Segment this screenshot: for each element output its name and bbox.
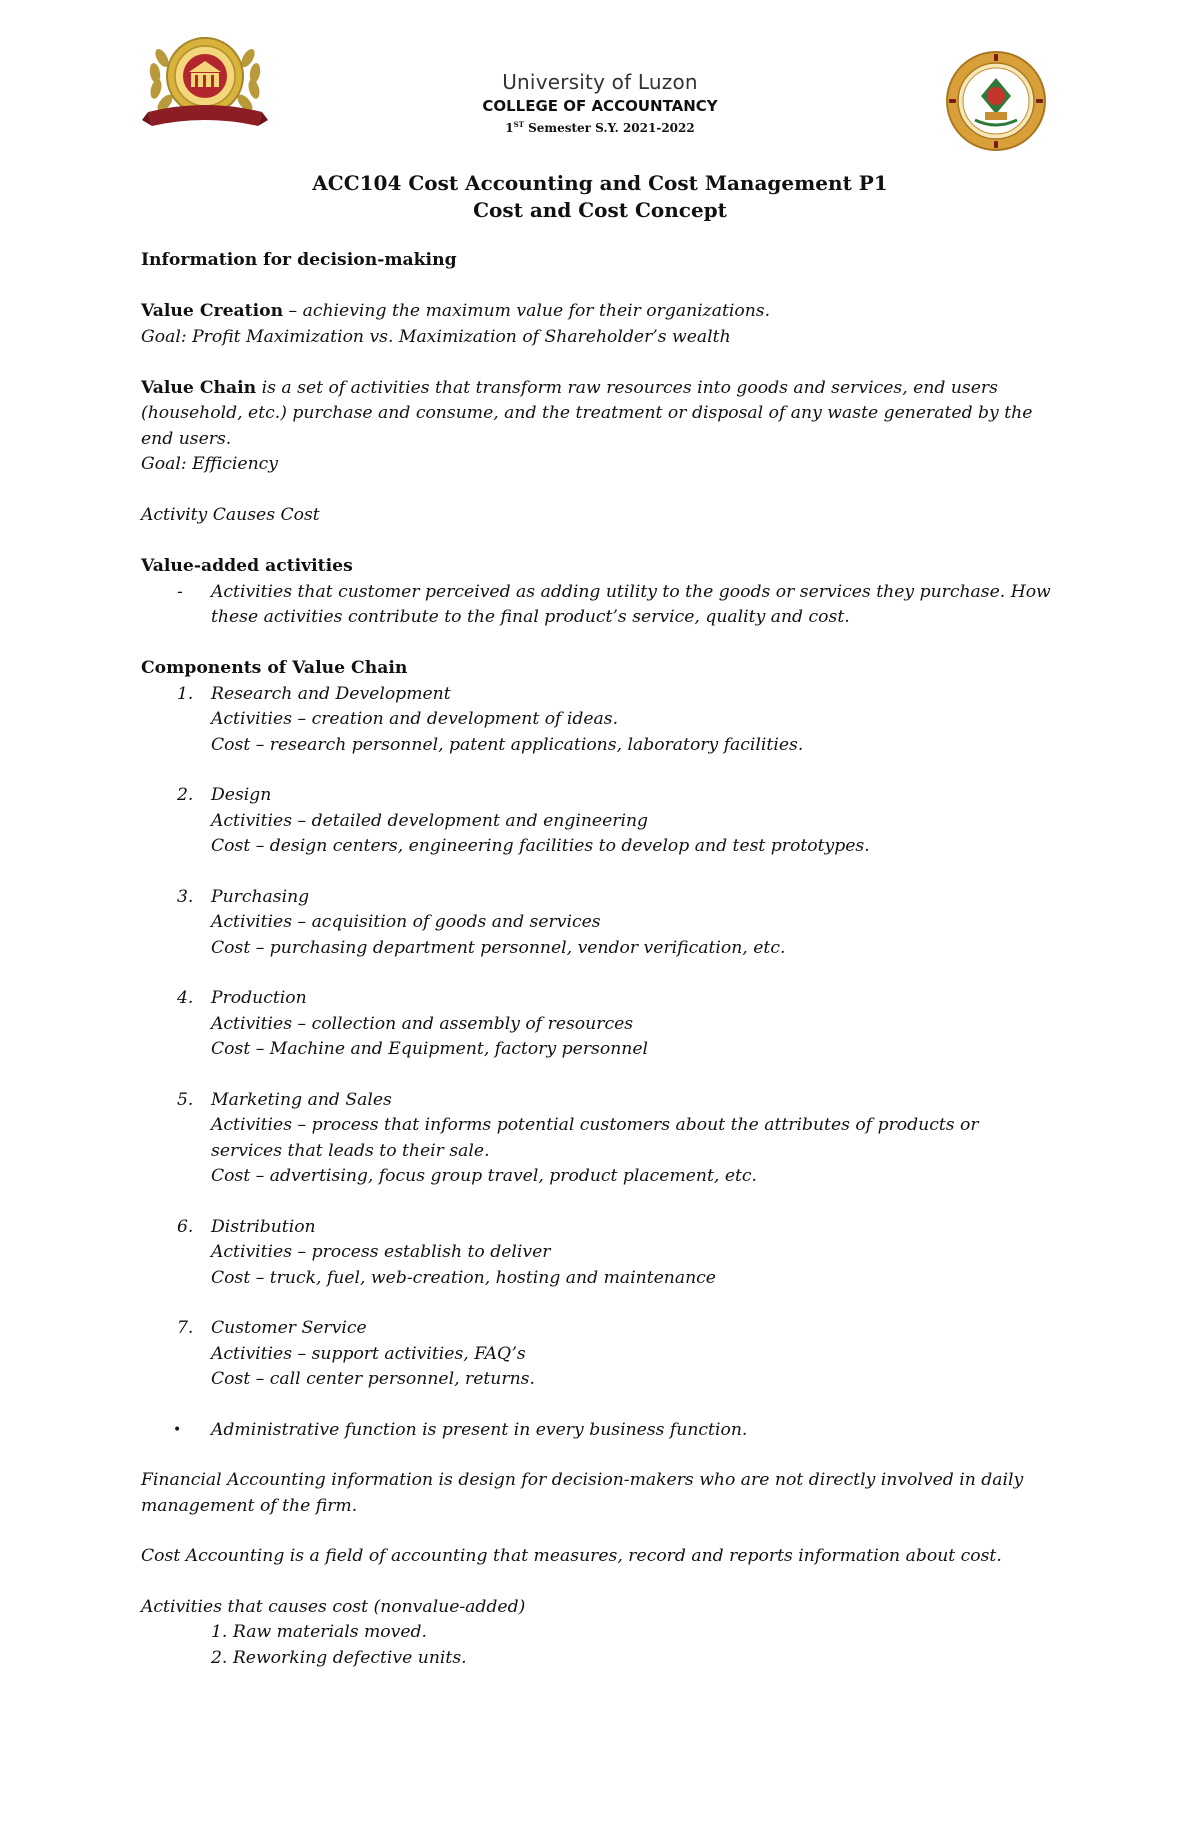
admin-bullet-item (141, 1418, 1061, 1444)
component-cost: Cost – purchasing department personnel, vendor verification, etc. (211, 937, 786, 958)
component-name: Distribution (211, 1216, 316, 1237)
semester-line (0, 120, 1200, 135)
spacer (141, 478, 1061, 504)
nonvalue-item-2: 2. Reworking defective units. (211, 1647, 467, 1668)
list-number: 2. (177, 785, 194, 805)
financial-accounting-line-2: management of the firm. (141, 1495, 358, 1516)
list-number: 6. (177, 1216, 194, 1237)
spacer (141, 1190, 1061, 1215)
components-heading: Components of Value Chain (141, 658, 408, 678)
component-activities: Activities – process establish to deliver (211, 1242, 551, 1262)
semester-number: 1 (505, 121, 514, 135)
spacer (141, 274, 1061, 300)
component-name: Marketing and Sales (211, 1089, 392, 1110)
list-number: 7. (177, 1318, 194, 1338)
component-name: Customer Service (211, 1318, 367, 1338)
dash-marker: - (177, 581, 183, 602)
value-added-heading: Value-added activities (141, 556, 353, 576)
nonvalue-item-1: 1. Raw materials moved. (211, 1622, 427, 1642)
spacer (141, 961, 1061, 986)
spacer (141, 1519, 1061, 1544)
component-activities: Activities – detailed development and engineering (211, 810, 649, 831)
component-cost: Cost – call center personnel, returns. (211, 1369, 535, 1389)
component-activities: Activities – support activities, FAQ’s (211, 1343, 526, 1364)
university-name: University of Luzon (502, 70, 698, 94)
list-number: 5. (177, 1089, 194, 1110)
value-chain-definition: is a set of activities that transform raw resources into goods and services, end users (256, 377, 998, 398)
nonvalue-heading: Activities that causes cost (nonvalue-added) (141, 1596, 526, 1617)
document-header (0, 70, 1200, 135)
value-chain-line-2: (household, etc.) purchase and consume, and the treatment or disposal of any waste generated by the (141, 403, 1033, 423)
semester-superscript: ST (513, 120, 524, 129)
value-creation-line (141, 299, 1061, 325)
list-number: 4. (177, 988, 194, 1008)
spacer (141, 1291, 1061, 1316)
component-activities-cont: services that leads to their sale. (211, 1140, 490, 1161)
spacer (141, 1443, 1061, 1468)
component-activities: Activities – collection and assembly of resources (211, 1013, 634, 1034)
document-title (0, 170, 1200, 224)
cost-accounting-line: Cost Accounting is a field of accounting that measures, record and reports information about cost. (141, 1546, 1002, 1566)
component-cost: Cost – truck, fuel, web-creation, hosting and maintenance (211, 1267, 716, 1288)
component-item-purchasing (141, 885, 1061, 962)
component-item-design (141, 783, 1061, 860)
spacer (141, 1570, 1061, 1595)
component-activities: Activities – creation and development of ideas. (211, 709, 619, 729)
value-added-line-2: these activities contribute to the final product’s service, quality and cost. (211, 607, 850, 627)
component-cost: Cost – design centers, engineering facilities to develop and test prototypes. (211, 836, 870, 856)
component-item-marketing (141, 1088, 1061, 1190)
component-name: Production (211, 988, 307, 1008)
spacer (141, 350, 1061, 376)
spacer (141, 1063, 1061, 1088)
component-activities: Activities – process that informs potential customers about the attributes of products or (211, 1115, 979, 1135)
admin-bullet-text: Administrative function is present in every business function. (211, 1419, 748, 1440)
component-name: Purchasing (211, 886, 310, 907)
spacer (141, 529, 1061, 555)
component-name: Research and Development (211, 683, 451, 704)
component-name: Design (211, 785, 272, 805)
component-cost: Cost – Machine and Equipment, factory personnel (211, 1039, 649, 1059)
component-cost: Cost – advertising, focus group travel, product placement, etc. (211, 1166, 757, 1186)
component-item-production (141, 986, 1061, 1063)
value-creation-term: Value Creation (141, 301, 284, 321)
title-line-1: ACC104 Cost Accounting and Cost Management P1 (312, 171, 888, 195)
value-creation-definition: – achieving the maximum value for their organizations. (283, 301, 771, 321)
value-chain-term: Value Chain (141, 377, 257, 398)
list-number: 3. (177, 886, 194, 907)
component-item-distribution (141, 1215, 1061, 1292)
spacer (141, 860, 1061, 885)
value-added-item (141, 580, 1061, 631)
spacer (141, 758, 1061, 783)
component-item-research (141, 682, 1061, 759)
title-line-2: Cost and Cost Concept (473, 198, 727, 222)
list-number: 1. (177, 683, 194, 704)
financial-accounting-line-1: Financial Accounting information is design for decision-makers who are not directly involved in daily (141, 1470, 1024, 1490)
value-added-line-1: Activities that customer perceived as adding utility to the goods or services they purchase. How (211, 581, 1051, 602)
semester-text: Semester S.Y. 2021-2022 (523, 121, 695, 135)
bullet-marker: • (173, 1421, 182, 1438)
spacer (141, 1393, 1061, 1418)
spacer (141, 631, 1061, 657)
college-name: COLLEGE OF ACCOUNTANCY (482, 97, 718, 115)
value-chain-line-3: end users. (141, 428, 232, 449)
info-heading: Information for decision-making (141, 250, 457, 270)
value-chain-goal: Goal: Efficiency (141, 454, 278, 474)
document-body (141, 248, 1061, 1671)
component-activities: Activities – acquisition of goods and services (211, 912, 601, 932)
value-chain-line-1 (141, 376, 1061, 402)
component-cost: Cost – research personnel, patent applications, laboratory facilities. (211, 734, 804, 755)
activity-causes-cost: Activity Causes Cost (141, 505, 320, 525)
component-item-customer-service (141, 1316, 1061, 1393)
value-creation-goal: Goal: Profit Maximization vs. Maximization of Shareholder’s wealth (141, 326, 731, 347)
